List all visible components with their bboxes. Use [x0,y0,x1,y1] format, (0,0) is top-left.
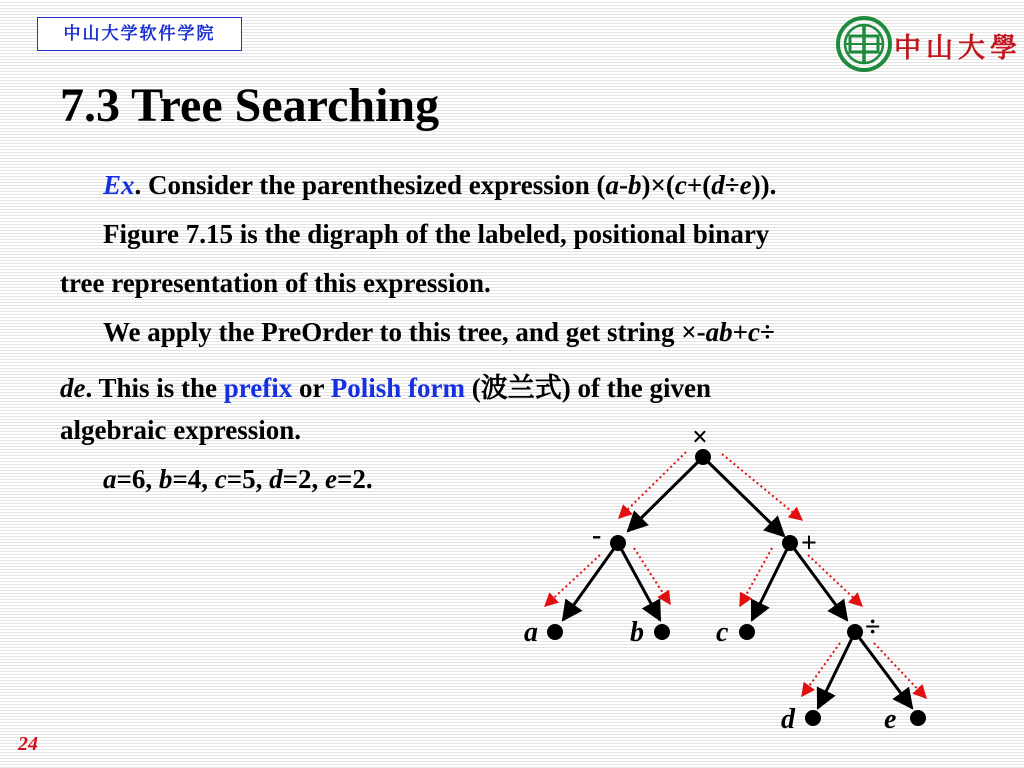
traversal-plus-c [740,548,772,606]
traversal-minus-b [634,548,670,604]
edge-div-d [818,632,855,708]
prefix-term: prefix [223,373,293,403]
body-line-algebraic: algebraic expression. [60,415,301,445]
node-label-e: e [884,704,897,735]
edge-div-e [855,632,912,708]
node-plus [782,535,798,551]
edge-root-plus [703,457,784,536]
edge-plus-div [790,543,847,620]
node-div [847,624,863,640]
node-d [805,710,821,726]
node-a [547,624,563,640]
node-label-c: c [716,617,729,648]
body-line-figure: Figure 7.15 is the digraph of the labeled, positional binary [103,219,770,249]
node-b [654,624,670,640]
node-label-minus: - [592,520,602,551]
node-label-root: × [692,422,708,453]
body-line-tree-representation: tree representation of this expression. [60,268,491,298]
body-line-preorder: We apply the PreOrder to this tree, and get string ×-ab+c÷ [103,317,775,347]
node-label-div: ÷ [865,612,881,643]
body-line-values: a=6, b=4, c=5, d=2, e=2. [103,464,373,494]
edge-minus-a [563,543,618,620]
node-minus [610,535,626,551]
tree-edges [563,457,912,708]
department-label: 中山大学软件学院 [37,17,242,51]
node-label-a: a [524,617,538,648]
node-label-plus: + [801,528,817,559]
edge-root-minus [628,457,703,531]
edge-plus-c [752,543,790,620]
university-logo-text: 中山大學 [894,33,1022,64]
page-number: 24 [18,733,38,755]
node-label-b: b [630,617,644,648]
node-label-d: d [781,704,795,735]
node-e [910,710,926,726]
edge-minus-b [618,543,660,620]
example-label: Ex [103,170,135,200]
traversal-div-d [802,643,840,696]
node-c [739,624,755,640]
body-line-prefix: de. This is the prefix or Polish form (波兰式) of the given [60,373,711,403]
polish-form-term: Polish form [330,373,466,403]
body-line-example: Ex. Consider the parenthesized expression (a-b)×(c+(d÷e)). [103,170,777,200]
slide-title: 7.3 Tree Searching [60,79,440,132]
